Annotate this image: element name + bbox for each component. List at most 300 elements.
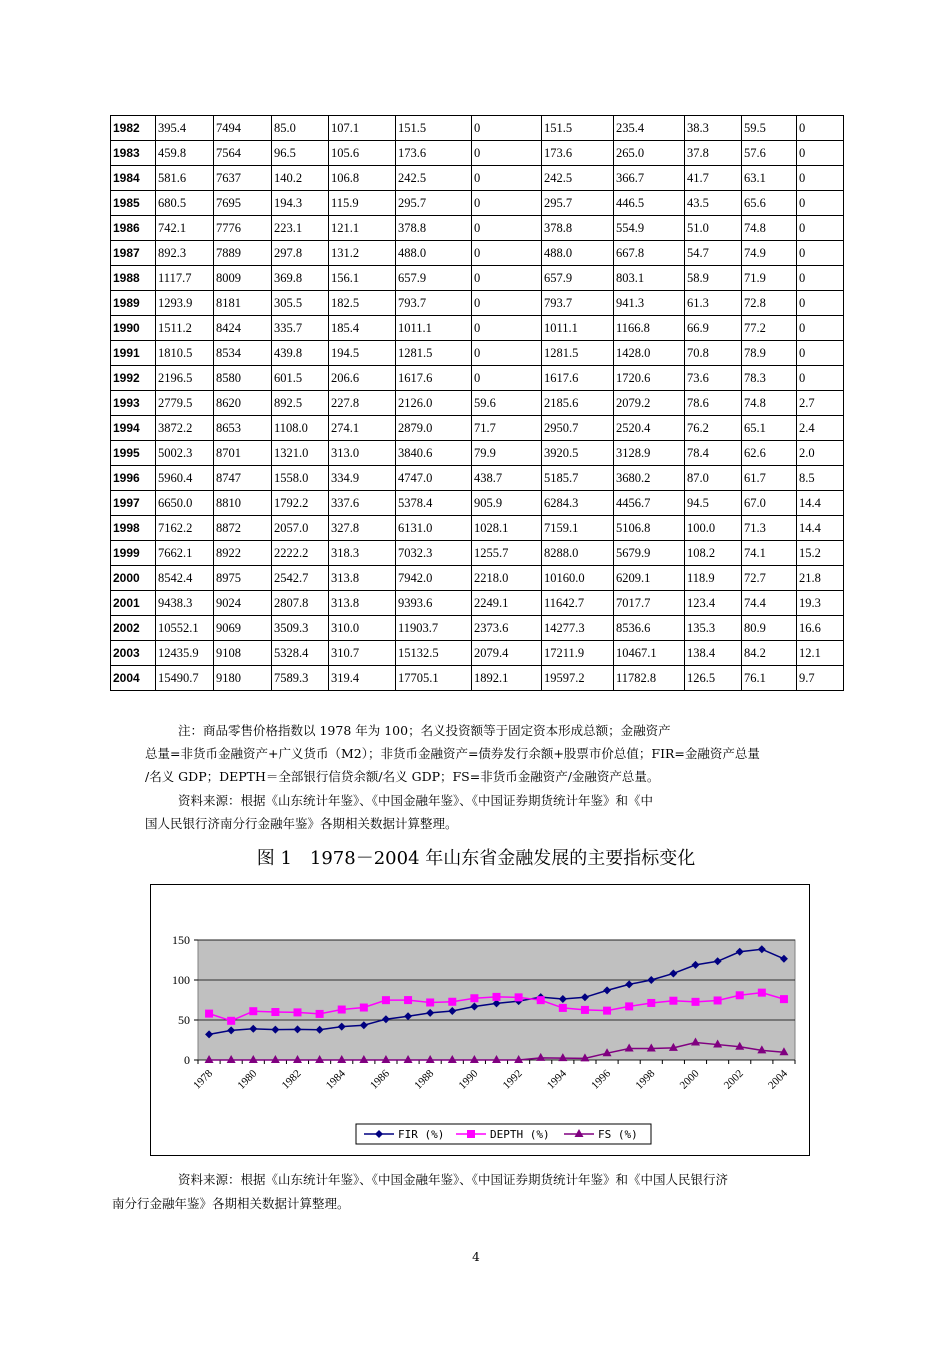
table-cell: 67.0 <box>742 491 797 516</box>
x-tick-label: 1978 <box>191 1067 216 1092</box>
table-row <box>111 266 844 291</box>
table-cell: 310.0 <box>329 616 396 641</box>
year-cell: 2003 <box>111 641 156 666</box>
table-cell: 0 <box>472 291 542 316</box>
y-tick-label: 0 <box>184 1053 190 1067</box>
year-cell: 1999 <box>111 541 156 566</box>
table-cell: 78.4 <box>685 441 742 466</box>
table-cell: 0 <box>797 291 844 316</box>
data-point <box>448 998 456 1006</box>
table-cell: 6650.0 <box>156 491 214 516</box>
table-cell: 11903.7 <box>396 616 472 641</box>
table-row <box>111 341 844 366</box>
data-point <box>780 995 788 1003</box>
table-cell: 73.6 <box>685 366 742 391</box>
table-cell: 0 <box>797 116 844 141</box>
table-cell: 66.9 <box>685 316 742 341</box>
table-cell: 135.3 <box>685 616 742 641</box>
table-row <box>111 141 844 166</box>
table-cell: 1617.6 <box>396 366 472 391</box>
table-row <box>111 241 844 266</box>
x-tick-label: 1992 <box>500 1067 525 1092</box>
table-row <box>111 491 844 516</box>
table-cell: 14.4 <box>797 491 844 516</box>
table-cell: 941.3 <box>614 291 685 316</box>
year-cell: 1993 <box>111 391 156 416</box>
table-cell: 15490.7 <box>156 666 214 691</box>
table-cell: 1720.6 <box>614 366 685 391</box>
table-cell: 0 <box>797 266 844 291</box>
table-cell: 0 <box>472 266 542 291</box>
table-cell: 1166.8 <box>614 316 685 341</box>
table-cell: 295.7 <box>396 191 472 216</box>
table-cell: 1117.7 <box>156 266 214 291</box>
table-cell: 138.4 <box>685 641 742 666</box>
table-cell: 65.6 <box>742 191 797 216</box>
x-tick-label: 2002 <box>721 1067 746 1092</box>
table-cell: 2249.1 <box>472 591 542 616</box>
table-cell: 8975 <box>214 566 272 591</box>
x-tick-label: 1998 <box>633 1067 658 1092</box>
table-row <box>111 391 844 416</box>
data-point <box>736 991 744 999</box>
table-cell: 554.9 <box>614 216 685 241</box>
table-row <box>111 541 844 566</box>
table-cell: 297.8 <box>272 241 329 266</box>
figure-source <box>112 1168 845 1216</box>
table-cell: 446.5 <box>614 191 685 216</box>
table-row <box>111 616 844 641</box>
page-number: 4 <box>472 1250 480 1264</box>
year-cell: 1998 <box>111 516 156 541</box>
year-cell: 1997 <box>111 491 156 516</box>
table-cell: 1011.1 <box>396 316 472 341</box>
table-cell: 9.7 <box>797 666 844 691</box>
year-cell: 1994 <box>111 416 156 441</box>
table-cell: 242.5 <box>396 166 472 191</box>
data-point <box>338 1006 346 1014</box>
data-point <box>581 1006 589 1014</box>
table-cell: 107.1 <box>329 116 396 141</box>
table-cell: 173.6 <box>396 141 472 166</box>
table-cell: 793.7 <box>542 291 614 316</box>
table-cell: 1108.0 <box>272 416 329 441</box>
table-cell: 9108 <box>214 641 272 666</box>
table-row <box>111 416 844 441</box>
table-cell: 7695 <box>214 191 272 216</box>
table-cell: 265.0 <box>614 141 685 166</box>
table-cell: 78.9 <box>742 341 797 366</box>
table-cell: 156.1 <box>329 266 396 291</box>
table-row <box>111 666 844 691</box>
data-point <box>559 1004 567 1012</box>
data-table <box>110 115 844 691</box>
table-cell: 905.9 <box>472 491 542 516</box>
table-cell: 131.2 <box>329 241 396 266</box>
table-cell: 17211.9 <box>542 641 614 666</box>
table-cell: 8653 <box>214 416 272 441</box>
data-point <box>426 998 434 1006</box>
table-cell: 9024 <box>214 591 272 616</box>
table-cell: 85.0 <box>272 116 329 141</box>
table-cell: 8534 <box>214 341 272 366</box>
table-cell: 17705.1 <box>396 666 472 691</box>
table-cell: 8872 <box>214 516 272 541</box>
table-cell: 76.1 <box>742 666 797 691</box>
table-cell: 2185.6 <box>542 391 614 416</box>
table-cell: 7942.0 <box>396 566 472 591</box>
table-row <box>111 166 844 191</box>
table-cell: 14.4 <box>797 516 844 541</box>
table-cell: 680.5 <box>156 191 214 216</box>
y-tick-label: 50 <box>178 1013 190 1027</box>
table-cell: 459.8 <box>156 141 214 166</box>
table-cell: 6131.0 <box>396 516 472 541</box>
table-cell: 72.8 <box>742 291 797 316</box>
table-cell: 327.8 <box>329 516 396 541</box>
legend-label: FS (%) <box>598 1128 638 1141</box>
data-point <box>515 993 523 1001</box>
data-point <box>404 996 412 1004</box>
table-cell: 74.8 <box>742 391 797 416</box>
table-cell: 601.5 <box>272 366 329 391</box>
figure-source-line-1: 资料来源：根据《山东统计年鉴》、《中国金融年鉴》、《中国证券期货统计年鉴》和《中国人民银行济 <box>178 1172 729 1187</box>
table-cell: 1321.0 <box>272 441 329 466</box>
table-cell: 74.1 <box>742 541 797 566</box>
data-point <box>669 997 677 1005</box>
table-cell: 1810.5 <box>156 341 214 366</box>
table-cell: 71.3 <box>742 516 797 541</box>
table-cell: 8288.0 <box>542 541 614 566</box>
table-row <box>111 466 844 491</box>
table-row <box>111 641 844 666</box>
data-point <box>537 996 545 1004</box>
table-cell: 62.6 <box>742 441 797 466</box>
table-cell: 2542.7 <box>272 566 329 591</box>
table-cell: 318.3 <box>329 541 396 566</box>
year-cell: 1988 <box>111 266 156 291</box>
legend-marker <box>467 1130 475 1138</box>
table-cell: 793.7 <box>396 291 472 316</box>
table-cell: 0 <box>472 241 542 266</box>
table-cell: 2057.0 <box>272 516 329 541</box>
table-cell: 194.3 <box>272 191 329 216</box>
table-cell: 21.8 <box>797 566 844 591</box>
year-cell: 2001 <box>111 591 156 616</box>
table-cell: 1558.0 <box>272 466 329 491</box>
table-cell: 8701 <box>214 441 272 466</box>
table-cell: 3128.9 <box>614 441 685 466</box>
table-row <box>111 216 844 241</box>
table-cell: 76.2 <box>685 416 742 441</box>
x-tick-label: 1994 <box>544 1067 569 1092</box>
data-point <box>382 996 390 1004</box>
table-cell: 115.9 <box>329 191 396 216</box>
table-cell: 3840.6 <box>396 441 472 466</box>
table-cell: 8747 <box>214 466 272 491</box>
x-tick-label: 1988 <box>412 1067 437 1092</box>
table-row <box>111 191 844 216</box>
table-cell: 84.2 <box>742 641 797 666</box>
table-cell: 71.9 <box>742 266 797 291</box>
line-chart <box>150 884 810 1156</box>
table-cell: 6209.1 <box>614 566 685 591</box>
table-cell: 0 <box>797 216 844 241</box>
table-cell: 803.1 <box>614 266 685 291</box>
year-cell: 1982 <box>111 116 156 141</box>
table-cell: 14277.3 <box>542 616 614 641</box>
table-cell: 15132.5 <box>396 641 472 666</box>
table-cell: 185.4 <box>329 316 396 341</box>
table-cell: 12435.9 <box>156 641 214 666</box>
table-cell: 0 <box>472 166 542 191</box>
table-cell: 657.9 <box>396 266 472 291</box>
table-cell: 0 <box>797 191 844 216</box>
table-cell: 8542.4 <box>156 566 214 591</box>
data-point <box>470 994 478 1002</box>
table-cell: 0 <box>472 316 542 341</box>
table-row <box>111 291 844 316</box>
x-tick-label: 1996 <box>589 1067 614 1092</box>
table-cell: 1792.2 <box>272 491 329 516</box>
table-cell: 8580 <box>214 366 272 391</box>
table-cell: 0 <box>797 341 844 366</box>
table-cell: 742.1 <box>156 216 214 241</box>
table-note-line-2: 总量=非货币金融资产+广义货币（M2）；非货币金融资产=债券发行余额+股票市价总值；FIR=金融资产总量 <box>145 746 760 761</box>
table-cell: 310.7 <box>329 641 396 666</box>
table-cell: 61.7 <box>742 466 797 491</box>
table-cell: 9393.6 <box>396 591 472 616</box>
table-cell: 7494 <box>214 116 272 141</box>
table-cell: 1281.5 <box>396 341 472 366</box>
table-cell: 334.9 <box>329 466 396 491</box>
table-cell: 223.1 <box>272 216 329 241</box>
table-row <box>111 566 844 591</box>
table-cell: 8810 <box>214 491 272 516</box>
table-row <box>111 116 844 141</box>
data-point <box>227 1017 235 1025</box>
table-note-line-1: 注：商品零售价格指数以 1978 年为 100；名义投资额等于固定资本形成总额；金融资产 <box>178 723 671 738</box>
y-tick-label: 100 <box>172 973 190 987</box>
table-cell: 7032.3 <box>396 541 472 566</box>
table-cell: 19.3 <box>797 591 844 616</box>
table-cell: 100.0 <box>685 516 742 541</box>
legend-label: DEPTH (%) <box>490 1128 550 1141</box>
table-cell: 15.2 <box>797 541 844 566</box>
data-point <box>758 989 766 997</box>
table-cell: 5679.9 <box>614 541 685 566</box>
table-cell: 0 <box>797 166 844 191</box>
table-cell: 121.1 <box>329 216 396 241</box>
table-cell: 581.6 <box>156 166 214 191</box>
table-cell: 74.8 <box>742 216 797 241</box>
table-cell: 9069 <box>214 616 272 641</box>
year-cell: 1985 <box>111 191 156 216</box>
table-cell: 242.5 <box>542 166 614 191</box>
table-cell: 59.6 <box>472 391 542 416</box>
table-cell: 1511.2 <box>156 316 214 341</box>
year-cell: 1991 <box>111 341 156 366</box>
table-cell: 0 <box>472 191 542 216</box>
table-cell: 3872.2 <box>156 416 214 441</box>
table-cell: 488.0 <box>396 241 472 266</box>
table-cell: 488.0 <box>542 241 614 266</box>
table-cell: 2126.0 <box>396 391 472 416</box>
table-cell: 2373.6 <box>472 616 542 641</box>
x-tick-label: 1986 <box>368 1067 393 1092</box>
year-cell: 1987 <box>111 241 156 266</box>
table-cell: 7564 <box>214 141 272 166</box>
table-cell: 3509.3 <box>272 616 329 641</box>
x-tick-label: 1982 <box>279 1067 304 1092</box>
year-cell: 1992 <box>111 366 156 391</box>
table-cell: 8922 <box>214 541 272 566</box>
year-cell: 2004 <box>111 666 156 691</box>
table-cell: 105.6 <box>329 141 396 166</box>
table-cell: 7637 <box>214 166 272 191</box>
table-cell: 16.6 <box>797 616 844 641</box>
table-cell: 94.5 <box>685 491 742 516</box>
table-cell: 0 <box>472 366 542 391</box>
x-tick-label: 1990 <box>456 1067 481 1092</box>
table-cell: 173.6 <box>542 141 614 166</box>
table-cell: 118.9 <box>685 566 742 591</box>
table-cell: 57.6 <box>742 141 797 166</box>
table-cell: 2520.4 <box>614 416 685 441</box>
table-cell: 3920.5 <box>542 441 614 466</box>
data-point <box>647 999 655 1007</box>
table-cell: 37.8 <box>685 141 742 166</box>
table-cell: 96.5 <box>272 141 329 166</box>
year-cell: 1990 <box>111 316 156 341</box>
table-cell: 2779.5 <box>156 391 214 416</box>
table-cell: 2950.7 <box>542 416 614 441</box>
table-cell: 79.9 <box>472 441 542 466</box>
table-row <box>111 366 844 391</box>
table-cell: 5002.3 <box>156 441 214 466</box>
table-cell: 74.9 <box>742 241 797 266</box>
year-cell: 1986 <box>111 216 156 241</box>
table-cell: 5185.7 <box>542 466 614 491</box>
table-cell: 8009 <box>214 266 272 291</box>
data-point <box>205 1010 213 1018</box>
y-tick-label: 150 <box>172 933 190 947</box>
table-cell: 0 <box>472 116 542 141</box>
year-cell: 1983 <box>111 141 156 166</box>
data-point <box>360 1004 368 1012</box>
data-point <box>603 1007 611 1015</box>
table-cell: 51.0 <box>685 216 742 241</box>
table-cell: 4747.0 <box>396 466 472 491</box>
year-cell: 1984 <box>111 166 156 191</box>
table-cell: 2807.8 <box>272 591 329 616</box>
table-cell: 106.8 <box>329 166 396 191</box>
table-cell: 1011.1 <box>542 316 614 341</box>
table-cell: 78.6 <box>685 391 742 416</box>
year-cell: 2002 <box>111 616 156 641</box>
table-cell: 8620 <box>214 391 272 416</box>
table-cell: 7589.3 <box>272 666 329 691</box>
data-point <box>625 1002 633 1010</box>
table-cell: 2.7 <box>797 391 844 416</box>
table-row <box>111 591 844 616</box>
table-cell: 1281.5 <box>542 341 614 366</box>
table-cell: 227.8 <box>329 391 396 416</box>
year-cell: 2000 <box>111 566 156 591</box>
table-cell: 71.7 <box>472 416 542 441</box>
table-cell: 235.4 <box>614 116 685 141</box>
table-cell: 319.4 <box>329 666 396 691</box>
table-cell: 1428.0 <box>614 341 685 366</box>
table-cell: 0 <box>797 241 844 266</box>
table-cell: 194.5 <box>329 341 396 366</box>
table-cell: 0 <box>797 141 844 166</box>
data-point <box>249 1007 257 1015</box>
table-cell: 3680.2 <box>614 466 685 491</box>
table-cell: 892.3 <box>156 241 214 266</box>
table-cell: 123.4 <box>685 591 742 616</box>
table-cell: 366.7 <box>614 166 685 191</box>
table-cell: 378.8 <box>542 216 614 241</box>
table-cell: 295.7 <box>542 191 614 216</box>
table-source-line-2: 国人民银行济南分行金融年鉴》各期相关数据计算整理。 <box>145 816 458 831</box>
year-cell: 1989 <box>111 291 156 316</box>
table-cell: 5106.8 <box>614 516 685 541</box>
table-cell: 151.5 <box>396 116 472 141</box>
table-cell: 72.7 <box>742 566 797 591</box>
table-cell: 4456.7 <box>614 491 685 516</box>
data-point <box>692 998 700 1006</box>
table-cell: 182.5 <box>329 291 396 316</box>
table-cell: 126.5 <box>685 666 742 691</box>
table-cell: 12.1 <box>797 641 844 666</box>
table-cell: 2.0 <box>797 441 844 466</box>
table-cell: 2.4 <box>797 416 844 441</box>
table-cell: 1892.1 <box>472 666 542 691</box>
table-cell: 206.6 <box>329 366 396 391</box>
table-cell: 335.7 <box>272 316 329 341</box>
table-cell: 313.0 <box>329 441 396 466</box>
table-cell: 140.2 <box>272 166 329 191</box>
table-cell: 439.8 <box>272 341 329 366</box>
data-point <box>714 996 722 1004</box>
table-cell: 78.3 <box>742 366 797 391</box>
table-cell: 0 <box>797 366 844 391</box>
table-note-line-3: /名义 GDP；DEPTH＝全部银行信贷余额/名义 GDP；FS=非货币金融资产/金融资产总量。 <box>145 769 660 784</box>
table-cell: 108.2 <box>685 541 742 566</box>
table-cell: 5328.4 <box>272 641 329 666</box>
table-cell: 9438.3 <box>156 591 214 616</box>
table-cell: 61.3 <box>685 291 742 316</box>
table-cell: 2879.0 <box>396 416 472 441</box>
table-source-line-1: 资料来源：根据《山东统计年鉴》、《中国金融年鉴》、《中国证券期货统计年鉴》和《中 <box>178 793 654 808</box>
table-cell: 1293.9 <box>156 291 214 316</box>
table-row <box>111 441 844 466</box>
table-cell: 9180 <box>214 666 272 691</box>
table-cell: 5378.4 <box>396 491 472 516</box>
table-cell: 70.8 <box>685 341 742 366</box>
x-tick-label: 2004 <box>766 1067 791 1092</box>
table-cell: 395.4 <box>156 116 214 141</box>
data-point <box>294 1008 302 1016</box>
table-cell: 438.7 <box>472 466 542 491</box>
table-cell: 151.5 <box>542 116 614 141</box>
table-cell: 77.2 <box>742 316 797 341</box>
table-cell: 305.5 <box>272 291 329 316</box>
table-cell: 43.5 <box>685 191 742 216</box>
table-cell: 657.9 <box>542 266 614 291</box>
data-point <box>493 993 501 1001</box>
